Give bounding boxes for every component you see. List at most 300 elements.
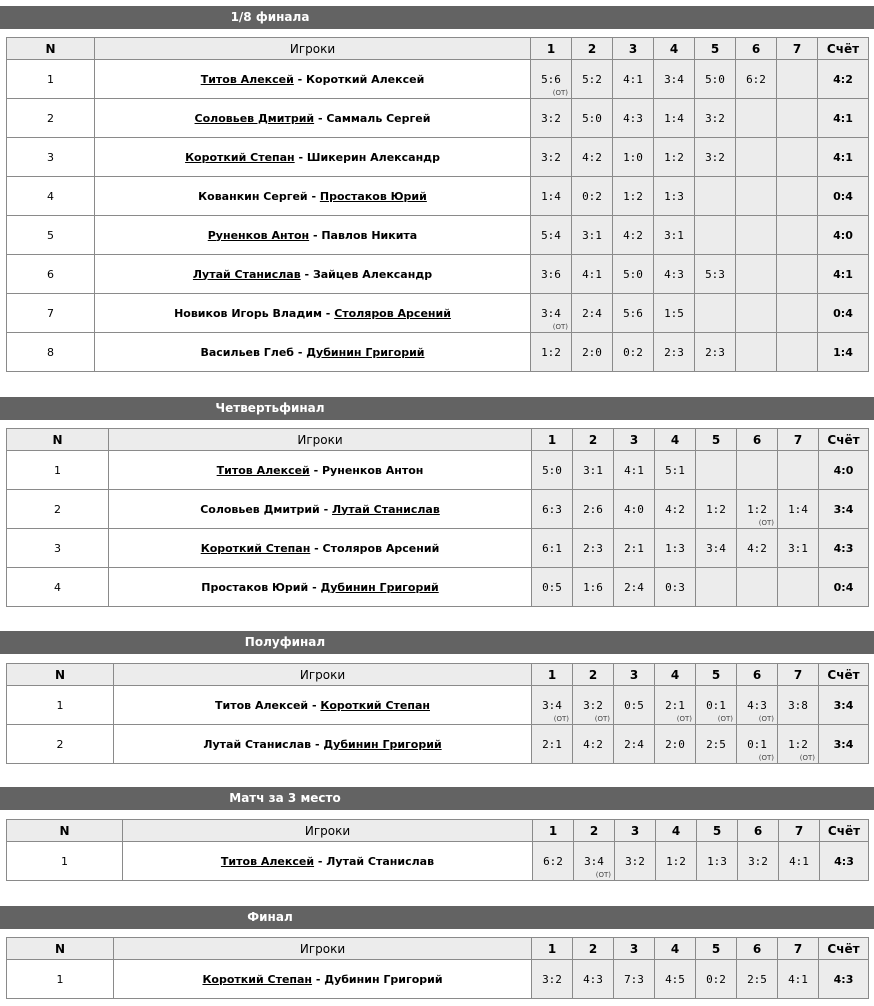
set-score — [696, 960, 737, 999]
set-score — [695, 60, 736, 99]
set-score — [614, 960, 655, 999]
set-score — [778, 568, 819, 607]
player-1-name[interactable]: Титов Алексей — [220, 854, 315, 868]
set-score — [778, 490, 819, 529]
set-score — [573, 529, 614, 568]
set-score — [695, 216, 736, 255]
set-score-value: 2:5 — [747, 972, 767, 986]
set-score-value: 0:2 — [623, 345, 643, 359]
set-score — [613, 216, 654, 255]
set-score — [531, 99, 572, 138]
player-2-name[interactable]: Дубинин Григорий — [306, 345, 425, 359]
col-header-score: Счёт — [819, 429, 869, 451]
col-header-players: Игроки — [114, 664, 532, 686]
match-number: 2 — [7, 490, 109, 529]
player-2-name[interactable]: Простаков Юрий — [319, 189, 427, 203]
overtime-mark: (ОТ) — [717, 715, 733, 723]
set-score — [532, 960, 573, 999]
col-header-set: 6 — [737, 938, 778, 960]
set-score — [736, 60, 777, 99]
set-score-value: 5:0 — [705, 72, 725, 86]
player-1-name[interactable]: Лутай Станислав — [192, 267, 301, 281]
match-row — [7, 177, 869, 216]
set-score — [737, 451, 778, 490]
set-score — [777, 333, 818, 372]
col-header-n: N — [7, 820, 123, 842]
match-row — [7, 99, 869, 138]
match-players — [109, 568, 532, 607]
col-header-n: N — [7, 938, 114, 960]
set-score — [736, 99, 777, 138]
set-score — [655, 686, 696, 725]
set-score — [696, 490, 737, 529]
set-score — [695, 294, 736, 333]
table-header — [7, 820, 869, 842]
match-players — [95, 99, 531, 138]
overtime-mark: (ОТ) — [552, 89, 568, 97]
player-2-name[interactable]: Короткий Степан — [320, 698, 430, 712]
match-row — [7, 333, 869, 372]
set-score-value: 3:1 — [788, 541, 808, 555]
set-score — [614, 568, 655, 607]
set-score-value: 4:2 — [665, 502, 685, 516]
set-score — [778, 960, 819, 999]
set-score-value: 2:6 — [583, 502, 603, 516]
set-score — [695, 333, 736, 372]
set-score-value: 3:1 — [583, 463, 603, 477]
overtime-mark: (ОТ) — [758, 519, 774, 527]
set-score — [613, 294, 654, 333]
set-score-value: 5:4 — [541, 228, 561, 242]
set-score-value: 1:2 — [664, 150, 684, 164]
col-header-n: N — [7, 429, 109, 451]
col-header-set: 1 — [532, 664, 573, 686]
round-header — [0, 397, 874, 420]
match-players — [95, 138, 531, 177]
match-row — [7, 960, 869, 999]
match-result: 4:3 — [819, 529, 869, 568]
set-score — [737, 725, 778, 764]
round-table — [6, 37, 869, 372]
col-header-set: 7 — [779, 820, 820, 842]
set-score-value: 4:2 — [582, 150, 602, 164]
set-score — [777, 60, 818, 99]
match-result: 0:4 — [818, 294, 869, 333]
set-score — [655, 960, 696, 999]
set-score-value: 2:5 — [706, 737, 726, 751]
set-score — [696, 529, 737, 568]
set-score — [531, 255, 572, 294]
players-separator: - — [293, 72, 307, 86]
set-score — [697, 842, 738, 881]
set-score — [696, 568, 737, 607]
player-1-name[interactable]: Руненков Антон — [207, 228, 310, 242]
match-number: 4 — [7, 568, 109, 607]
set-score — [613, 255, 654, 294]
player-2-name[interactable]: Дубинин Григорий — [323, 737, 442, 751]
set-score-value: 1:3 — [664, 189, 684, 203]
match-result: 4:1 — [818, 138, 869, 177]
round-table — [6, 819, 869, 881]
set-score — [573, 725, 614, 764]
set-score — [573, 451, 614, 490]
match-row — [7, 568, 869, 607]
round-table — [6, 663, 869, 764]
col-header-set: 2 — [573, 664, 614, 686]
set-score — [778, 725, 819, 764]
player-2-name[interactable]: Короткий Алексей — [306, 72, 425, 86]
table-header — [7, 938, 869, 960]
set-score-value: 4:1 — [623, 72, 643, 86]
col-header-set: 1 — [531, 38, 572, 60]
round-table — [6, 428, 869, 607]
col-header-set: 7 — [778, 938, 819, 960]
player-1-name[interactable]: Соловьев Дмитрий — [194, 111, 315, 125]
players-separator: - — [311, 737, 324, 751]
set-score — [777, 99, 818, 138]
set-score-value: 0:5 — [542, 580, 562, 594]
col-header-set: 3 — [615, 820, 656, 842]
match-number: 3 — [7, 138, 95, 177]
set-score-value: 2:4 — [624, 580, 644, 594]
player-2-name[interactable]: Лутай Станислав — [326, 854, 435, 868]
set-score — [613, 177, 654, 216]
round-title: Полуфинал — [244, 635, 326, 649]
set-score — [573, 568, 614, 607]
match-players — [109, 451, 532, 490]
set-score-value: 0:5 — [624, 698, 644, 712]
set-score — [532, 529, 573, 568]
set-score-value: 0:2 — [706, 972, 726, 986]
col-header-set: 6 — [738, 820, 779, 842]
set-score — [573, 686, 614, 725]
players-separator: - — [294, 150, 307, 164]
table-header — [7, 429, 869, 451]
set-score — [736, 294, 777, 333]
match-row — [7, 725, 869, 764]
col-header-set: 2 — [573, 938, 614, 960]
players-separator: - — [314, 111, 327, 125]
set-score-value: 3:4 — [584, 854, 604, 868]
player-1-name[interactable]: Лутай Станислав — [203, 737, 312, 751]
col-header-players: Игроки — [114, 938, 532, 960]
player-1-name[interactable]: Соловьев Дмитрий — [200, 502, 320, 516]
set-score — [614, 451, 655, 490]
set-score-value: 5:0 — [623, 267, 643, 281]
players-separator: - — [321, 306, 335, 320]
set-score-value: 3:4 — [706, 541, 726, 555]
set-score-value: 3:2 — [541, 150, 561, 164]
set-score — [778, 529, 819, 568]
set-score — [614, 725, 655, 764]
col-header-score: Счёт — [819, 938, 869, 960]
match-row — [7, 60, 869, 99]
set-score — [696, 686, 737, 725]
set-score-value: 2:4 — [582, 306, 602, 320]
overtime-mark: (ОТ) — [594, 715, 610, 723]
match-result: 4:1 — [818, 99, 869, 138]
set-score — [572, 138, 613, 177]
set-score — [737, 529, 778, 568]
set-score — [654, 99, 695, 138]
players-separator: - — [294, 345, 307, 359]
set-score — [654, 60, 695, 99]
col-header-set: 4 — [654, 38, 695, 60]
players-separator: - — [314, 854, 327, 868]
set-score-value: 1:3 — [665, 541, 685, 555]
player-1-name[interactable]: Кованкин Сергей — [198, 189, 308, 203]
set-score — [655, 451, 696, 490]
set-score-value: 2:0 — [582, 345, 602, 359]
set-score-value: 4:0 — [624, 502, 644, 516]
players-separator: - — [309, 228, 322, 242]
match-players — [95, 255, 531, 294]
match-number: 1 — [7, 842, 123, 881]
players-separator: - — [307, 189, 320, 203]
set-score-value: 4:1 — [624, 463, 644, 477]
match-row — [7, 216, 869, 255]
col-header-n: N — [7, 664, 114, 686]
set-score — [654, 216, 695, 255]
set-score-value: 3:2 — [625, 854, 645, 868]
player-2-name[interactable]: Дубинин Григорий — [324, 972, 443, 986]
player-1-name[interactable]: Титов Алексей — [216, 463, 310, 477]
set-score — [614, 529, 655, 568]
match-result: 0:4 — [819, 568, 869, 607]
match-result: 3:4 — [819, 725, 869, 764]
set-score — [695, 255, 736, 294]
players-separator: - — [312, 972, 325, 986]
set-score-value: 1:0 — [623, 150, 643, 164]
set-score-value: 1:2 — [706, 502, 726, 516]
set-score — [615, 842, 656, 881]
set-score-value: 0:1 — [747, 737, 767, 751]
set-score — [736, 177, 777, 216]
match-players — [114, 960, 532, 999]
round-title: Матч за 3 место — [229, 791, 341, 805]
set-score-value: 1:2 — [747, 502, 767, 516]
player-2-name[interactable]: Руненков Антон — [322, 463, 424, 477]
match-result: 3:4 — [819, 490, 869, 529]
set-score — [778, 451, 819, 490]
set-score — [777, 294, 818, 333]
set-score — [737, 686, 778, 725]
player-1-name[interactable]: Титов Алексей — [200, 72, 294, 86]
player-2-name[interactable]: Дубинин Григорий — [320, 580, 439, 594]
overtime-mark: (ОТ) — [676, 715, 692, 723]
set-score — [655, 568, 696, 607]
player-1-name[interactable]: Короткий Степан — [200, 541, 311, 555]
col-header-set: 4 — [655, 938, 696, 960]
match-players — [109, 529, 532, 568]
match-result: 4:2 — [818, 60, 869, 99]
set-score-value: 4:2 — [583, 737, 603, 751]
set-score-value: 0:3 — [665, 580, 685, 594]
col-header-set: 7 — [777, 38, 818, 60]
match-players — [95, 294, 531, 333]
player-2-name[interactable]: Лутай Станислав — [332, 502, 440, 516]
set-score — [779, 842, 820, 881]
match-number: 6 — [7, 255, 95, 294]
set-score — [738, 842, 779, 881]
match-number: 2 — [7, 725, 114, 764]
player-1-name[interactable]: Титов Алексей — [215, 698, 309, 712]
set-score — [736, 138, 777, 177]
col-header-set: 7 — [778, 429, 819, 451]
player-2-name[interactable]: Столяров Арсений — [322, 541, 440, 555]
match-row — [7, 842, 869, 881]
set-score — [613, 138, 654, 177]
set-score-value: 4:3 — [623, 111, 643, 125]
player-2-name[interactable]: Шикерин Александр — [306, 150, 440, 164]
overtime-mark: (ОТ) — [758, 715, 774, 723]
match-row — [7, 138, 869, 177]
set-score — [737, 490, 778, 529]
match-result: 4:0 — [819, 451, 869, 490]
set-score — [736, 216, 777, 255]
set-score-value: 4:1 — [788, 972, 808, 986]
set-score-value: 2:3 — [583, 541, 603, 555]
player-1-name[interactable]: Короткий Степан — [202, 972, 313, 986]
set-score — [613, 99, 654, 138]
set-score-value: 1:4 — [541, 189, 561, 203]
set-score-value: 4:3 — [583, 972, 603, 986]
col-header-set: 5 — [697, 820, 738, 842]
col-header-set: 5 — [696, 938, 737, 960]
set-score-value: 4:1 — [582, 267, 602, 281]
set-score — [777, 216, 818, 255]
match-players — [95, 177, 531, 216]
round-header — [0, 6, 874, 29]
set-score-value: 3:2 — [541, 111, 561, 125]
set-score-value: 4:2 — [623, 228, 643, 242]
set-score — [572, 255, 613, 294]
players-separator: - — [310, 541, 323, 555]
set-score-value: 1:2 — [666, 854, 686, 868]
set-score-value: 4:3 — [747, 698, 767, 712]
match-players — [95, 333, 531, 372]
col-header-score: Счёт — [820, 820, 869, 842]
set-score-value: 3:6 — [541, 267, 561, 281]
set-score-value: 6:2 — [543, 854, 563, 868]
set-score — [614, 686, 655, 725]
players-separator: - — [309, 463, 322, 477]
set-score — [532, 568, 573, 607]
set-score-value: 6:3 — [542, 502, 562, 516]
set-score — [574, 842, 615, 881]
match-players — [95, 216, 531, 255]
col-header-set: 6 — [737, 429, 778, 451]
set-score-value: 3:1 — [664, 228, 684, 242]
players-separator: - — [308, 698, 321, 712]
set-score-value: 1:6 — [583, 580, 603, 594]
set-score-value: 2:1 — [665, 698, 685, 712]
set-score-value: 4:3 — [664, 267, 684, 281]
set-score — [654, 333, 695, 372]
set-score-value: 3:2 — [748, 854, 768, 868]
col-header-set: 4 — [655, 664, 696, 686]
set-score — [736, 333, 777, 372]
col-header-set: 6 — [737, 664, 778, 686]
set-score — [532, 451, 573, 490]
set-score-value: 5:0 — [542, 463, 562, 477]
set-score — [655, 490, 696, 529]
set-score-value: 1:2 — [623, 189, 643, 203]
match-number: 4 — [7, 177, 95, 216]
col-header-players: Игроки — [123, 820, 533, 842]
set-score — [572, 294, 613, 333]
set-score-value: 6:1 — [542, 541, 562, 555]
players-separator: - — [319, 502, 332, 516]
set-score — [572, 216, 613, 255]
match-row — [7, 529, 869, 568]
set-score — [572, 333, 613, 372]
set-score — [696, 725, 737, 764]
set-score — [654, 294, 695, 333]
col-header-set: 5 — [695, 38, 736, 60]
col-header-set: 4 — [656, 820, 697, 842]
set-score-value: 4:2 — [747, 541, 767, 555]
round-title: Четвертьфинал — [215, 401, 325, 415]
set-score-value: 3:2 — [705, 150, 725, 164]
player-1-name[interactable]: Васильев Глеб — [200, 345, 294, 359]
round-title: 1/8 финала — [230, 10, 310, 24]
col-header-score: Счёт — [819, 664, 869, 686]
player-1-name[interactable]: Новиков Игорь Владим — [174, 306, 322, 320]
col-header-set: 2 — [573, 429, 614, 451]
col-header-n: N — [7, 38, 95, 60]
set-score — [777, 138, 818, 177]
match-number: 3 — [7, 529, 109, 568]
set-score-value: 3:2 — [542, 972, 562, 986]
set-score-value: 0:2 — [582, 189, 602, 203]
set-score-value: 5:2 — [582, 72, 602, 86]
match-result: 4:0 — [818, 216, 869, 255]
player-2-name[interactable]: Зайцев Александр — [312, 267, 433, 281]
round-header — [0, 787, 874, 810]
match-result: 3:4 — [819, 686, 869, 725]
set-score — [573, 960, 614, 999]
player-2-name[interactable]: Саммаль Сергей — [326, 111, 431, 125]
set-score — [532, 490, 573, 529]
player-1-name[interactable]: Короткий Степан — [185, 150, 295, 164]
set-score-value: 1:2 — [788, 737, 808, 751]
set-score-value: 2:0 — [665, 737, 685, 751]
set-score-value: 4:5 — [665, 972, 685, 986]
player-2-name[interactable]: Столяров Арсений — [334, 306, 451, 320]
player-1-name[interactable]: Простаков Юрий — [201, 580, 309, 594]
set-score — [655, 725, 696, 764]
player-2-name[interactable]: Павлов Никита — [321, 228, 418, 242]
col-header-set: 1 — [532, 938, 573, 960]
match-row — [7, 451, 869, 490]
set-score — [778, 686, 819, 725]
set-score — [573, 490, 614, 529]
match-number: 1 — [7, 451, 109, 490]
col-header-players: Игроки — [109, 429, 532, 451]
set-score-value: 5:1 — [665, 463, 685, 477]
table-header — [7, 38, 869, 60]
set-score-value: 3:4 — [542, 698, 562, 712]
set-score — [695, 177, 736, 216]
set-score — [777, 255, 818, 294]
match-number: 1 — [7, 686, 114, 725]
match-players — [114, 725, 532, 764]
set-score-value: 3:8 — [788, 698, 808, 712]
set-score — [654, 138, 695, 177]
set-score-value: 1:3 — [707, 854, 727, 868]
set-score — [531, 177, 572, 216]
